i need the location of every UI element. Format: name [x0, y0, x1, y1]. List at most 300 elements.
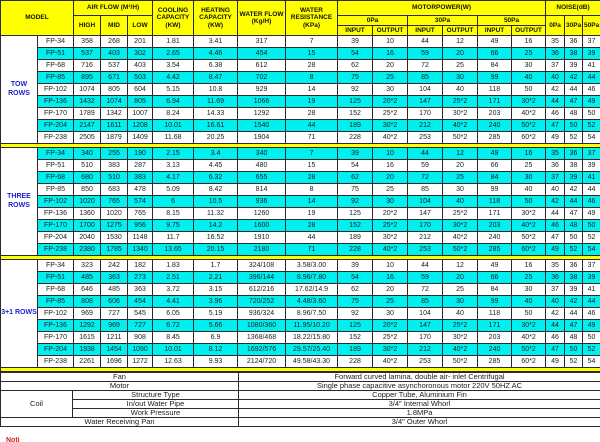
value-cell: 4.45: [194, 160, 238, 172]
table-row: [1, 184, 600, 196]
value-cell: 40*2: [443, 120, 478, 132]
value-cell: 50*2: [512, 344, 546, 356]
value-cell: 17.62/14.9: [286, 284, 338, 296]
value-cell: 40: [443, 84, 478, 96]
value-cell: 40: [546, 296, 565, 308]
value-cell: 36: [565, 36, 583, 48]
value-cell: 228: [338, 356, 373, 368]
value-cell: 1785: [101, 244, 128, 256]
header-cooling-capacity: COOLING CAPACITY (KW): [153, 1, 194, 36]
value-cell: 203: [478, 332, 512, 344]
model-cell: FP-238: [38, 356, 74, 368]
value-cell: 25: [512, 160, 546, 172]
value-cell: 40: [512, 184, 546, 196]
value-cell: 3.54: [153, 60, 194, 72]
value-cell: 40*2: [512, 332, 546, 344]
value-cell: 20: [373, 60, 408, 72]
spec-label-motor: Motor: [1, 382, 239, 391]
value-cell: 273: [128, 272, 153, 284]
value-cell: 716: [74, 60, 101, 72]
value-cell: 908: [128, 332, 153, 344]
value-cell: 84: [478, 60, 512, 72]
model-cell: FP-102: [38, 84, 74, 96]
model-cell: FP-85: [38, 296, 74, 308]
value-cell: 40*2: [443, 344, 478, 356]
value-cell: 171: [478, 320, 512, 332]
value-cell: 4.41: [153, 296, 194, 308]
value-cell: 1789: [74, 108, 101, 120]
value-cell: 84: [478, 172, 512, 184]
value-cell: 50*2: [443, 132, 478, 144]
spec-value-work-pressure: 1.8MPa: [239, 409, 600, 418]
value-cell: 9.75: [153, 220, 194, 232]
value-cell: 403: [101, 48, 128, 60]
header-heating-capacity: HEATING CAPACITY (KW): [194, 1, 238, 36]
value-cell: 253: [408, 356, 443, 368]
value-cell: 189: [338, 344, 373, 356]
value-cell: 240: [478, 344, 512, 356]
value-cell: 545: [128, 308, 153, 320]
value-cell: 52: [583, 344, 600, 356]
value-cell: 30*2: [443, 220, 478, 232]
value-cell: 680: [74, 172, 101, 184]
value-cell: 85: [408, 184, 443, 196]
value-cell: 5.19: [194, 308, 238, 320]
value-cell: 25*2: [373, 108, 408, 120]
value-cell: 2180: [238, 244, 286, 256]
value-cell: 537: [101, 60, 128, 72]
value-cell: 170: [408, 220, 443, 232]
value-cell: 46: [546, 332, 565, 344]
value-cell: 1292: [238, 108, 286, 120]
value-cell: 44: [286, 232, 338, 244]
value-cell: 574: [128, 196, 153, 208]
value-cell: 8.15: [153, 208, 194, 220]
value-cell: 40: [546, 184, 565, 196]
value-cell: 25: [443, 60, 478, 72]
value-cell: 2380: [74, 244, 101, 256]
value-cell: 52: [583, 120, 600, 132]
value-cell: 41: [583, 60, 600, 72]
value-cell: 6.32: [194, 172, 238, 184]
value-cell: 454: [128, 296, 153, 308]
value-cell: 646: [74, 284, 101, 296]
value-cell: 285: [478, 244, 512, 256]
value-cell: 118: [478, 308, 512, 320]
value-cell: 14.33: [194, 108, 238, 120]
value-cell: 37: [546, 60, 565, 72]
value-cell: 1615: [74, 332, 101, 344]
value-cell: 49: [546, 132, 565, 144]
value-cell: 28: [286, 60, 338, 72]
value-cell: 30: [512, 60, 546, 72]
value-cell: 30*2: [373, 344, 408, 356]
value-cell: 66: [478, 160, 512, 172]
value-cell: 7: [286, 148, 338, 160]
value-cell: 16.52: [194, 232, 238, 244]
value-cell: 30: [373, 196, 408, 208]
value-cell: 147: [408, 320, 443, 332]
value-cell: 808: [74, 296, 101, 308]
value-cell: 44: [546, 208, 565, 220]
value-cell: 20: [443, 48, 478, 60]
value-cell: 92: [338, 308, 373, 320]
value-cell: 125: [338, 208, 373, 220]
table-row: [1, 132, 600, 144]
header-air-high: HIGH: [74, 16, 101, 36]
value-cell: 11.69: [194, 96, 238, 108]
value-cell: 4.17: [153, 172, 194, 184]
value-cell: 84: [478, 284, 512, 296]
value-cell: 44: [565, 196, 583, 208]
group-separator: [1, 368, 600, 372]
value-cell: 16: [373, 272, 408, 284]
value-cell: 1.83: [153, 260, 194, 272]
value-cell: 47: [546, 344, 565, 356]
spec-value-structure-type: Copper Tube, Aluminium Fin: [239, 391, 600, 400]
value-cell: 37: [546, 284, 565, 296]
value-cell: 25*2: [443, 96, 478, 108]
value-cell: 936/324: [238, 308, 286, 320]
model-cell: FP-136: [38, 96, 74, 108]
table-row: [1, 320, 600, 332]
value-cell: 671: [101, 72, 128, 84]
value-cell: 38: [565, 160, 583, 172]
value-cell: 54: [338, 48, 373, 60]
value-cell: 54: [583, 244, 600, 256]
value-cell: 253: [408, 132, 443, 144]
value-cell: 50: [583, 108, 600, 120]
value-cell: 287: [128, 160, 153, 172]
value-cell: 8.24: [153, 108, 194, 120]
value-cell: 12: [443, 260, 478, 272]
value-cell: 1611: [101, 120, 128, 132]
value-cell: 16.61: [194, 120, 238, 132]
value-cell: 152: [338, 108, 373, 120]
value-cell: 36: [546, 272, 565, 284]
value-cell: 35: [546, 260, 565, 272]
value-cell: 52: [583, 232, 600, 244]
table-body: [1, 36, 600, 372]
value-cell: 25: [443, 284, 478, 296]
value-cell: 14: [286, 84, 338, 96]
value-cell: 50*2: [443, 356, 478, 368]
value-cell: 2040: [74, 232, 101, 244]
value-cell: 16: [373, 48, 408, 60]
value-cell: 2147: [74, 120, 101, 132]
table-row: [1, 332, 600, 344]
value-cell: 9.93: [194, 356, 238, 368]
value-cell: 36: [546, 160, 565, 172]
value-cell: 30*2: [443, 332, 478, 344]
value-cell: 42: [546, 84, 565, 96]
value-cell: 50*2: [512, 120, 546, 132]
value-cell: 49: [546, 244, 565, 256]
value-cell: 6.9: [194, 332, 238, 344]
value-cell: 240: [478, 232, 512, 244]
value-cell: 4.46: [194, 48, 238, 60]
value-cell: 40*2: [443, 232, 478, 244]
value-cell: 510: [101, 172, 128, 184]
value-cell: 2261: [74, 356, 101, 368]
model-cell: FP-204: [38, 232, 74, 244]
header-mp-50pa-output: OUTPUT: [512, 26, 546, 36]
value-cell: 40: [512, 296, 546, 308]
value-cell: 12.63: [153, 356, 194, 368]
value-cell: 683: [101, 184, 128, 196]
table-row: [1, 220, 600, 232]
value-cell: 11.68: [153, 132, 194, 144]
value-cell: 1692/576: [238, 344, 286, 356]
value-cell: 52: [565, 244, 583, 256]
value-cell: 814: [238, 184, 286, 196]
value-cell: 454: [238, 48, 286, 60]
value-cell: 324/108: [238, 260, 286, 272]
value-cell: 4.48/3.60: [286, 296, 338, 308]
value-cell: 702: [238, 72, 286, 84]
value-cell: 29.57/25.40: [286, 344, 338, 356]
value-cell: 20*2: [373, 320, 408, 332]
value-cell: 118: [478, 84, 512, 96]
value-cell: 170: [408, 332, 443, 344]
value-cell: 212: [408, 232, 443, 244]
value-cell: 2505: [74, 132, 101, 144]
value-cell: 1080/360: [238, 320, 286, 332]
header-noise-50pa: 50Pa: [583, 16, 600, 36]
value-cell: 3.41: [194, 36, 238, 48]
value-cell: 39: [338, 148, 373, 160]
value-cell: 1074: [74, 84, 101, 96]
value-cell: 37: [583, 260, 600, 272]
model-cell: FP-51: [38, 48, 74, 60]
value-cell: 15: [286, 160, 338, 172]
value-cell: 171: [478, 208, 512, 220]
header-mp-0pa-output: OUTPUT: [373, 26, 408, 36]
value-cell: 75: [338, 184, 373, 196]
value-cell: 8.12: [194, 344, 238, 356]
value-cell: 8: [286, 184, 338, 196]
value-cell: 11.95/10.20: [286, 320, 338, 332]
value-cell: 44: [408, 260, 443, 272]
value-cell: 1454: [101, 344, 128, 356]
value-cell: 60*2: [512, 244, 546, 256]
value-cell: 44: [565, 308, 583, 320]
value-cell: 47: [546, 232, 565, 244]
row-group-label: THREE ROWS: [1, 148, 38, 256]
table-row: [1, 308, 600, 320]
value-cell: 62: [338, 284, 373, 296]
header-motorpower: MOTORPOWER(W): [338, 1, 546, 16]
value-cell: 46: [583, 308, 600, 320]
value-cell: 510: [74, 160, 101, 172]
value-cell: 285: [478, 132, 512, 144]
value-cell: 363: [128, 284, 153, 296]
value-cell: 50*2: [443, 244, 478, 256]
value-cell: 2.21: [194, 272, 238, 284]
value-cell: 44: [546, 96, 565, 108]
value-cell: 72: [408, 60, 443, 72]
model-cell: FP-85: [38, 184, 74, 196]
value-cell: 30: [443, 72, 478, 84]
value-cell: 30*2: [373, 232, 408, 244]
value-cell: 30: [373, 308, 408, 320]
value-cell: 52: [565, 356, 583, 368]
value-cell: 30: [443, 296, 478, 308]
value-cell: 49: [583, 208, 600, 220]
value-cell: 10: [373, 148, 408, 160]
value-cell: 8.47: [194, 72, 238, 84]
header-noise-30pa: 30Pa: [565, 16, 583, 36]
value-cell: 46: [546, 108, 565, 120]
value-cell: 59: [408, 160, 443, 172]
value-cell: 39: [583, 272, 600, 284]
value-cell: 28: [286, 172, 338, 184]
value-cell: 52: [565, 132, 583, 144]
value-cell: 612: [238, 60, 286, 72]
table-row: [1, 296, 600, 308]
value-cell: 1074: [101, 96, 128, 108]
value-cell: 11.7: [153, 232, 194, 244]
spec-label-coil: Coil: [1, 391, 73, 418]
model-cell: FP-170: [38, 108, 74, 120]
value-cell: 49: [583, 320, 600, 332]
value-cell: 10: [373, 260, 408, 272]
model-cell: FP-85: [38, 72, 74, 84]
value-cell: 20*2: [373, 96, 408, 108]
value-cell: 240: [478, 120, 512, 132]
value-cell: 10.01: [153, 120, 194, 132]
value-cell: 50: [512, 196, 546, 208]
header-noise-0pa: 0Pa: [546, 16, 565, 36]
value-cell: 50: [565, 344, 583, 356]
value-cell: 40*2: [512, 220, 546, 232]
bottom-note-clipped: Noti: [6, 437, 20, 442]
value-cell: 50: [583, 220, 600, 232]
value-cell: 363: [101, 272, 128, 284]
value-cell: 47: [565, 96, 583, 108]
value-cell: 1342: [101, 108, 128, 120]
value-cell: 1.7: [194, 260, 238, 272]
value-cell: 805: [128, 96, 153, 108]
value-cell: 42: [565, 184, 583, 196]
value-cell: 170: [408, 108, 443, 120]
value-cell: 383: [101, 160, 128, 172]
value-cell: 35: [546, 36, 565, 48]
value-cell: 485: [74, 272, 101, 284]
value-cell: 1292: [74, 320, 101, 332]
value-cell: 16: [512, 36, 546, 48]
value-cell: 59: [408, 48, 443, 60]
value-cell: 54: [338, 160, 373, 172]
table-row: [1, 232, 600, 244]
value-cell: 44: [583, 184, 600, 196]
value-cell: 46: [583, 84, 600, 96]
header-mp-0pa: 0Pa: [338, 16, 408, 26]
value-cell: 765: [128, 208, 153, 220]
value-cell: 40*2: [373, 244, 408, 256]
value-cell: 30: [443, 184, 478, 196]
header-water-resistance: WATER RESISTANCE (KPa): [286, 1, 338, 36]
value-cell: 125: [338, 320, 373, 332]
value-cell: 42: [546, 196, 565, 208]
value-cell: 40*2: [512, 108, 546, 120]
header-air-flow: AIR FLOW (M³/H): [74, 1, 153, 16]
value-cell: 1409: [128, 132, 153, 144]
value-cell: 59: [408, 272, 443, 284]
value-cell: 30*2: [512, 96, 546, 108]
value-cell: 25: [512, 48, 546, 60]
value-cell: 182: [128, 260, 153, 272]
spec-value-water-receiving-pan: 3/4″ Outer Whorl: [239, 418, 600, 427]
value-cell: 40: [512, 72, 546, 84]
value-cell: 25: [373, 184, 408, 196]
value-cell: 60*2: [512, 132, 546, 144]
value-cell: 228: [338, 244, 373, 256]
value-cell: 12: [443, 36, 478, 48]
value-cell: 30*2: [512, 320, 546, 332]
value-cell: 1368/468: [238, 332, 286, 344]
value-cell: 8.42: [194, 184, 238, 196]
value-cell: 36: [565, 260, 583, 272]
value-cell: 727: [101, 308, 128, 320]
value-cell: 10: [373, 36, 408, 48]
value-cell: 39: [338, 260, 373, 272]
value-cell: 358: [74, 36, 101, 48]
value-cell: 612/216: [238, 284, 286, 296]
header-air-mid: MID: [101, 16, 128, 36]
value-cell: 1260: [238, 208, 286, 220]
value-cell: 1340: [128, 244, 153, 256]
value-cell: 6.94: [153, 96, 194, 108]
value-cell: 1148: [128, 232, 153, 244]
construction-specs-table: [0, 372, 600, 427]
spec-label-structure-type: Structure Type: [73, 391, 239, 400]
value-cell: 42: [546, 308, 565, 320]
value-cell: 1540: [238, 120, 286, 132]
spec-value-motor: Single phase capacitive asynchoronous motor 220V 50HZ AC: [239, 382, 600, 391]
table-row: [1, 72, 600, 84]
value-cell: 99: [478, 296, 512, 308]
value-cell: 85: [408, 72, 443, 84]
value-cell: 40: [546, 72, 565, 84]
header-mp-30pa: 30Pa: [408, 16, 478, 26]
value-cell: 49: [478, 36, 512, 48]
header-model: MODEL: [1, 1, 74, 36]
value-cell: 118: [478, 196, 512, 208]
value-cell: 171: [478, 96, 512, 108]
value-cell: 25: [512, 272, 546, 284]
spec-value-fan: Forward curved lamina, double air- inlet Centrifugal: [239, 373, 600, 382]
value-cell: 1020: [101, 208, 128, 220]
value-cell: 44: [408, 36, 443, 48]
model-cell: FP-238: [38, 132, 74, 144]
header-mp-50pa: 50Pa: [478, 16, 546, 26]
table-row: [1, 148, 600, 160]
model-cell: FP-136: [38, 208, 74, 220]
header-noise: NOISE(dB): [546, 1, 600, 16]
value-cell: 49.58/43.30: [286, 356, 338, 368]
value-cell: 285: [478, 356, 512, 368]
value-cell: 190: [128, 148, 153, 160]
value-cell: 5.66: [194, 320, 238, 332]
value-cell: 71: [286, 244, 338, 256]
value-cell: 1208: [128, 120, 153, 132]
value-cell: 895: [74, 72, 101, 84]
value-cell: 25: [443, 172, 478, 184]
value-cell: 25*2: [373, 220, 408, 232]
spec-label-water-receiving-pan: Water Receiving Pan: [1, 418, 239, 427]
value-cell: 4.42: [153, 72, 194, 84]
